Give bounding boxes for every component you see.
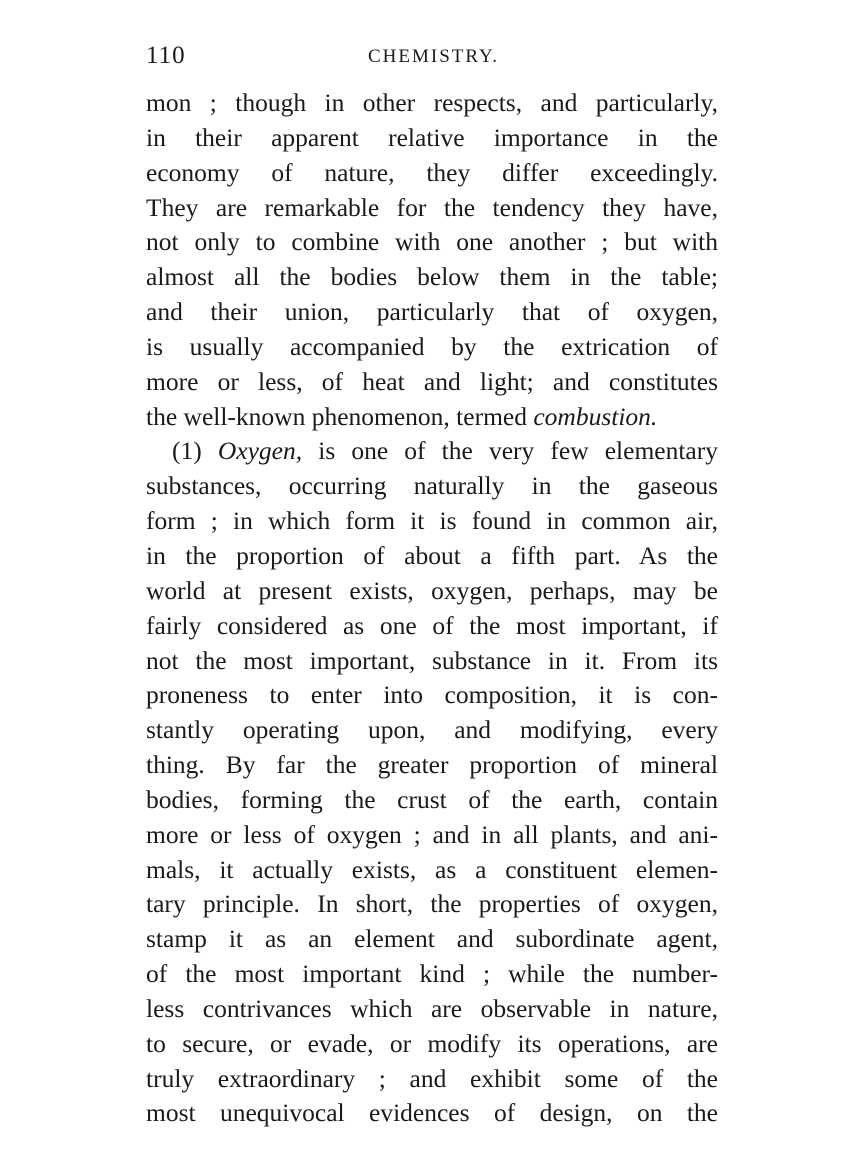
paragraph-1 bbox=[146, 86, 718, 434]
line-text: is one of the very few elementary bbox=[302, 436, 718, 466]
text-line: to secure, or evade, or modify its operations, are bbox=[146, 1028, 718, 1058]
text-line: almost all the bodies below them in the table; bbox=[146, 262, 718, 292]
paragraph-2 bbox=[146, 434, 718, 1131]
text-line: tary principle. In short, the properties of oxygen, bbox=[146, 889, 718, 919]
text-line: world at present exists, oxygen, perhaps, may be bbox=[146, 575, 718, 605]
text-line: is usually accompanied by the extrication of bbox=[146, 331, 718, 361]
text-line-last bbox=[146, 400, 718, 435]
text-line: thing. By far the greater proportion of mineral bbox=[146, 750, 718, 780]
text-line: truly extraordinary ; and exhibit some of the bbox=[146, 1063, 718, 1093]
text-line: most unequivocal evidences of design, on the bbox=[146, 1098, 718, 1128]
italic-term-oxygen: Oxygen, bbox=[217, 436, 303, 466]
text-line: in the proportion of about a fifth part. As the bbox=[146, 540, 718, 570]
text-line: not only to combine with one another ; but with bbox=[146, 227, 718, 257]
text-line: more or less of oxygen ; and in all plants, and ani- bbox=[146, 819, 718, 849]
text-line: bodies, forming the crust of the earth, contain bbox=[146, 784, 718, 814]
text-line: in their apparent relative importance in the bbox=[146, 122, 718, 152]
page-header bbox=[146, 42, 716, 76]
body-text bbox=[146, 86, 718, 1131]
running-head: CHEMISTRY. bbox=[368, 46, 500, 67]
text-line: less contrivances which are observable in nature, bbox=[146, 993, 718, 1023]
text-line: form ; in which form it is found in common air, bbox=[146, 506, 718, 536]
text-line: stantly operating upon, and modifying, every bbox=[146, 715, 718, 745]
italic-term-combustion: combustion. bbox=[533, 401, 658, 431]
text-line: mon ; though in other respects, and particularly, bbox=[146, 88, 718, 117]
text-line: substances, occurring naturally in the gaseous bbox=[146, 471, 718, 501]
text-line: stamp it as an element and subordinate agent, bbox=[146, 924, 718, 954]
text-line: fairly considered as one of the most important, if bbox=[146, 610, 718, 640]
text-line: economy of nature, they differ exceedingly. bbox=[146, 157, 718, 187]
text-line: more or less, of heat and light; and constitutes bbox=[146, 366, 718, 396]
text-line: of the most important kind ; while the number- bbox=[146, 959, 718, 989]
text-line: mals, it actually exists, as a constituent elemen- bbox=[146, 854, 718, 884]
text-line: and their union, particularly that of oxygen, bbox=[146, 297, 718, 327]
text-line: They are remarkable for the tendency they have, bbox=[146, 192, 718, 222]
text-line: proneness to enter into composition, it is con- bbox=[146, 680, 718, 710]
section-number: (1) bbox=[172, 436, 218, 466]
line-text: the well-known phenomenon, termed bbox=[146, 401, 534, 431]
text-line: not the most important, substance in it. From its bbox=[146, 645, 718, 675]
page-number: 110 bbox=[146, 42, 186, 69]
text-line-first bbox=[146, 434, 718, 469]
